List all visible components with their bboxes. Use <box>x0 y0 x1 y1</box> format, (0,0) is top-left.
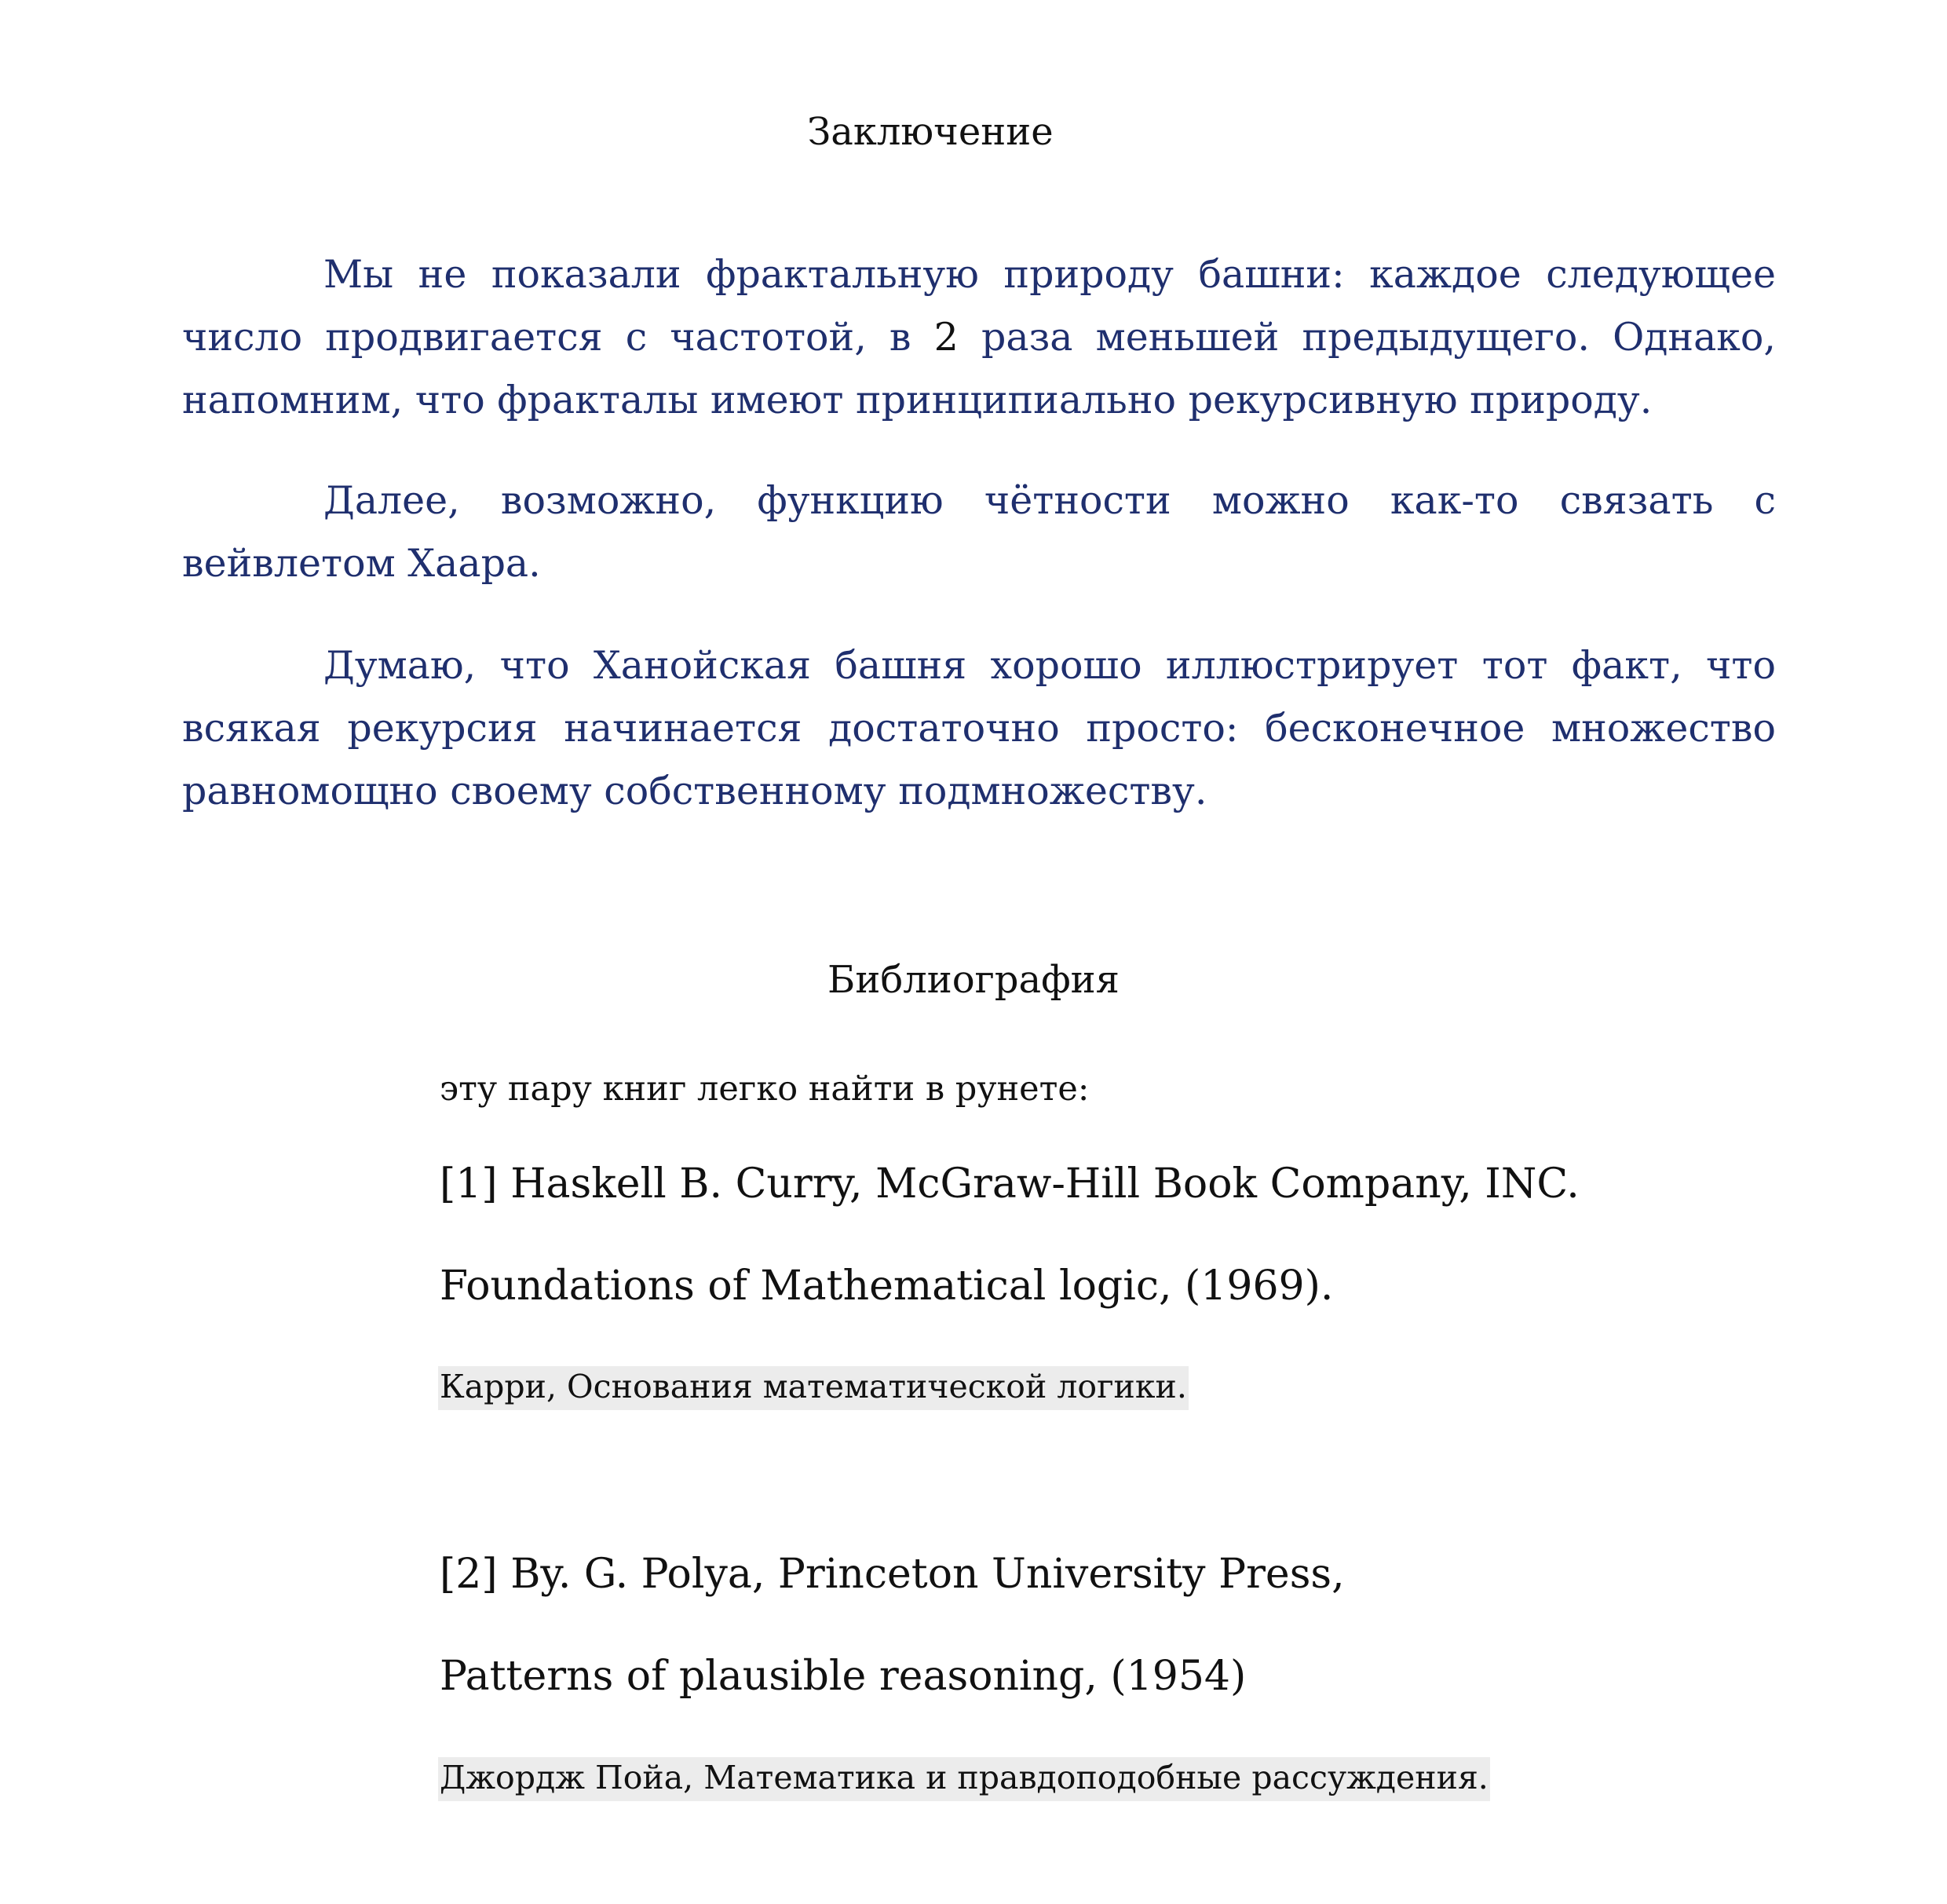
bibliography-entry-2-russian-title: Джордж Пойа, Математика и правдоподобные рассуждения. <box>438 1757 1490 1801</box>
conclusion-paragraph-1 <box>182 243 1776 432</box>
bibliography-entry-1-citation: [1] Haskell B. Curry, McGraw-Hill Book Company, INC. <box>440 1160 1580 1208</box>
conclusion-paragraph-3: Думаю, что Ханойская башня хорошо иллюстрирует тот факт, что всякая рекурсия начинается достаточно просто: бесконечное множество равномощно своему собственному подмножеству. <box>182 643 1776 813</box>
bibliography-entry-1-title: Foundations of Mathematical logic, (1969). <box>440 1263 1334 1310</box>
paragraph-1-text-end: раза меньшей предыдущего. Однако, напомним, что фракталы имеют принципиально рекурсивную природу. <box>182 315 1776 422</box>
bibliography-entry-1-russian-title: Карри, Основания математической логики. <box>438 1366 1189 1410</box>
bibliography-entry-2-title: Patterns of plausible reasoning, (1954) <box>440 1653 1247 1700</box>
paragraph-1-text-start: Мы не показали фрактальную природу башни: каждое следующее число продвигается с частотой, в <box>182 252 1776 360</box>
paragraph-1-number: 2 <box>933 315 959 360</box>
bibliography-intro: эту пару книг легко найти в рунете: <box>440 1069 1090 1109</box>
bibliography-entry-2-citation: [2] By. G. Polya, Princeton University Press, <box>440 1551 1345 1598</box>
bibliography-heading: Библиография <box>827 958 1120 1002</box>
conclusion-paragraph-2: Далее, возможно, функцию чётности можно как-то связать с вейвлетом Хаара. <box>182 478 1776 586</box>
conclusion-heading: Заключение <box>807 110 1054 154</box>
